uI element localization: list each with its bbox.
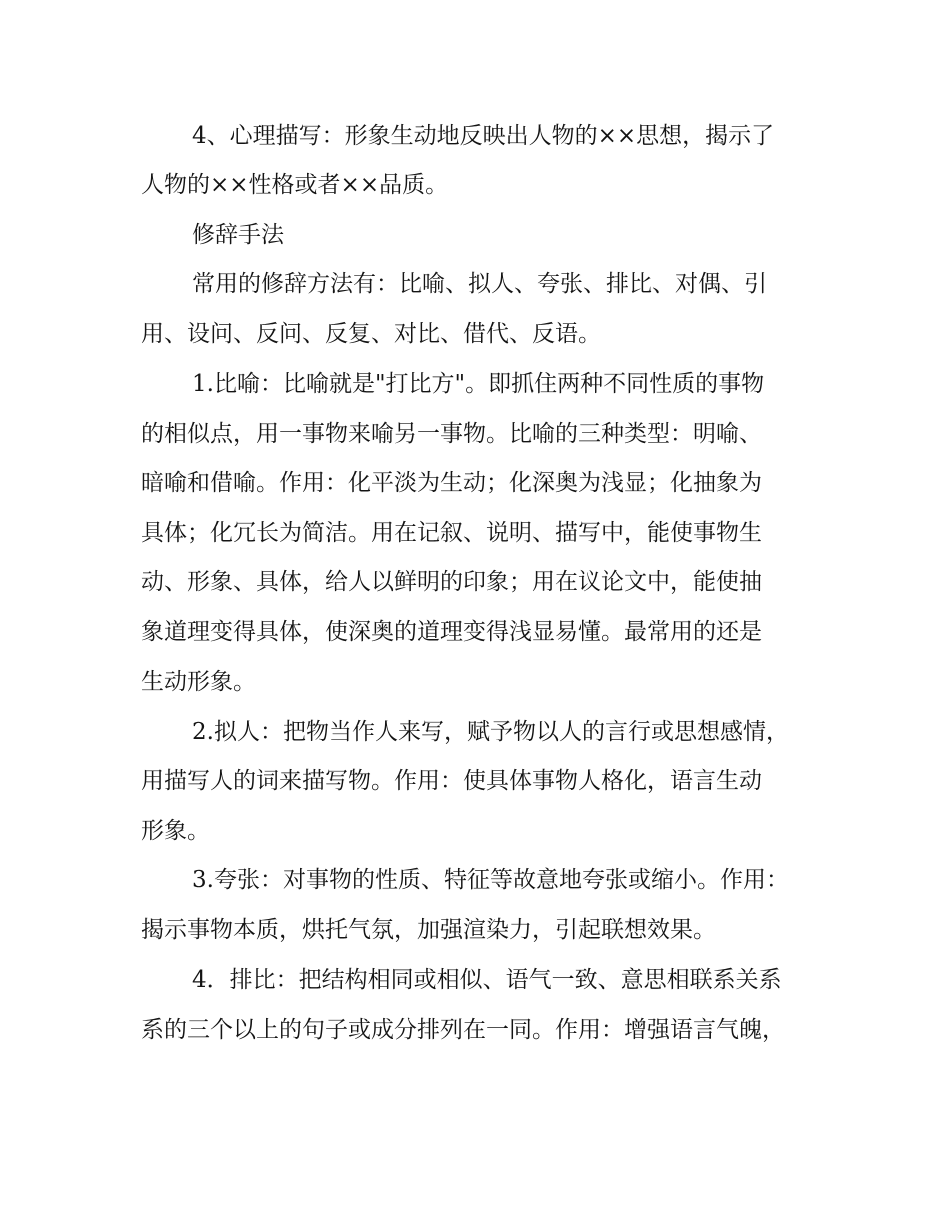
text-line: 系的三个以上的句子或成分排列在一同。作用：增强语言气魄， <box>141 1017 785 1043</box>
text-line: 4．排比：把结构相同或相似、语气一致、意思相联系关系 <box>192 967 782 993</box>
text-line: 3.夸张：对事物的性质、特征等故意地夸张或缩小。作用： <box>192 867 789 893</box>
text-line: 的相似点，用一事物来喻另一事物。比喻的三种类型：明喻、 <box>141 421 762 447</box>
text-line: 动、形象、具体，给人以鲜明的印象；用在议论文中，能使抽 <box>141 569 762 595</box>
text-line: 常用的修辞方法有：比喻、拟人、夸张、排比、对偶、引 <box>192 271 767 297</box>
text-line: 用、设问、反问、反复、对比、借代、反语。 <box>141 321 601 347</box>
text-line: 暗喻和借喻。作用：化平淡为生动；化深奥为浅显；化抽象为 <box>141 470 762 496</box>
section-heading: 修辞手法 <box>192 222 284 248</box>
text-line: 具体；化冗长为简洁。用在记叙、说明、描写中，能使事物生 <box>141 520 762 546</box>
text-line: 2.拟人：把物当作人来写，赋予物以人的言行或思想感情， <box>192 719 789 745</box>
text-line: 揭示事物本质，烘托气氛，加强渲染力，引起联想效果。 <box>141 917 716 943</box>
text-line: 人物的××性格或者××品质。 <box>141 172 449 198</box>
text-line: 生动形象。 <box>141 669 256 695</box>
text-line: 1.比喻：比喻就是"打比方"。即抓住两种不同性质的事物 <box>192 371 765 397</box>
text-line: 象道理变得具体，使深奥的道理变得浅显易懂。最常用的还是 <box>141 619 762 645</box>
text-line: 形象。 <box>141 818 210 844</box>
text-line: 4、心理描写：形象生动地反映出人物的××思想，揭示了 <box>192 123 775 149</box>
text-line: 用描写人的词来描写物。作用：使具体事物人格化，语言生动 <box>141 768 762 794</box>
